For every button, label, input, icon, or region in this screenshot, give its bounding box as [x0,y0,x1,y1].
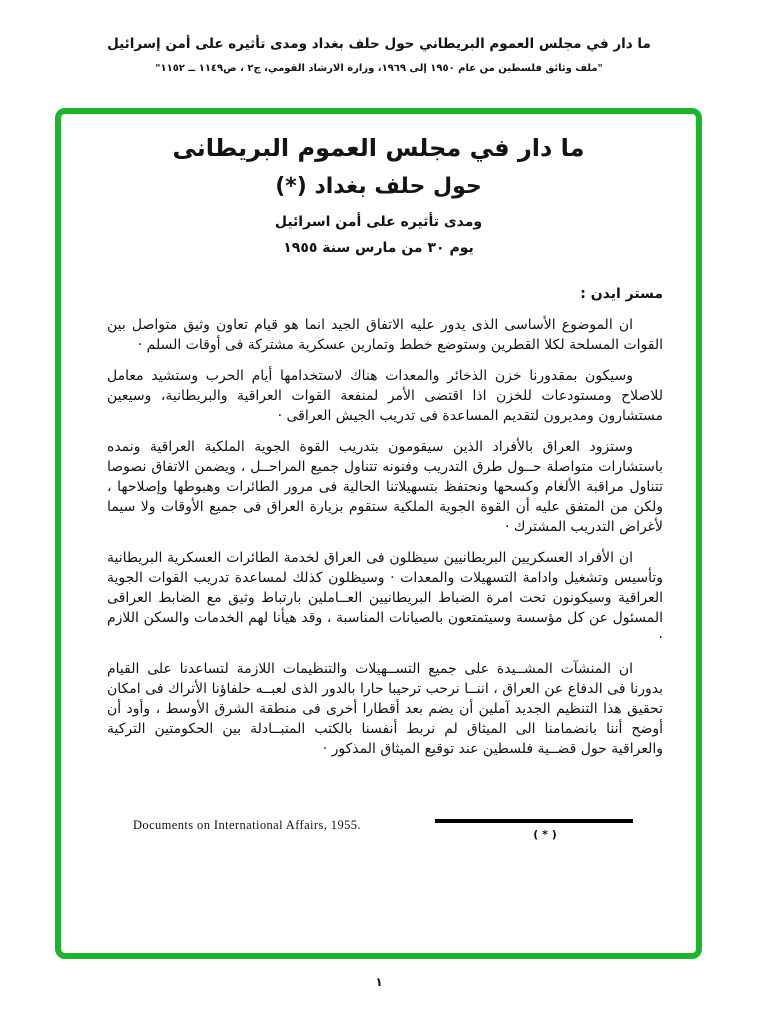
body-paragraph-3: وستزود العراق بالأفراد الذين سيقومون بتدريب القوة الجوية الملكية العراقية ونمده باستشارات متواصلة حــول طرق التدريب وفنونه تتناول جميع المراحــل ، ويضمن الاتفاق نصوصا تتناول مراقبة الألغام وكسحها ونحتفظ بتسهيلاتنا الحالية فى مرور الطائرات وهبوطها وإصلاحها ، ولكن من المتفق عليه أن القوة الجوية الملكية ستقوم بزيارة العراق فى جميع الأوقات ولا سيما لأغراض التدريب المشترك · [107,439,663,535]
document-title-line2: حول حلف بغداد (*) [275,174,482,199]
body-paragraph-4: ان الأفراد العسكريين البريطانيين سيظلون فى العراق لخدمة الطائرات العسكرية البريطانية وتأسيس وتشغيل وادامة التسهيلات والمعدات · وسيظلون كذلك لمساعدة تدريب القوات الجوية العراقية وسيكونون تحت امرة الضباط البريطانيين العــاملين بارتباط وثيق مع الضابط العراقى المسئول عن كل مؤسسة وسيتمتعون بالصيانات المناسبة ، وقد هيأنا لهم الخدمات والسكن اللازم · [107,550,663,646]
document-date-line: يوم ٣٠ من مارس سنة ١٩٥٥ [283,240,474,256]
page-header-title: ما دار في مجلس العموم البريطاني حول حلف بغداد ومدى تأثيره على أمن إسرائيل [107,36,651,52]
speaker-name: مستر ايدن : [580,286,663,302]
body-paragraph-1: ان الموضوع الأساسى الذى يدور عليه الاتفاق الجيد انما هو قيام تعاون وثيق متواصل بين القوات المسلحة لكلا القطرين وستوضع خطط وتمارين عسكرية مشتركة فى أوقات السلم · [107,317,663,353]
footnote-divider-line [435,819,633,823]
body-paragraph-5: ان المنشآت المشــيدة على جميع التســهيلات والتنظيمات اللازمة لتساعدنا على القيام بدورنا فى الدفاع عن العراق ، اننــا نرحب ترحيبا حارا بالدور الذى لعبــه حلفاؤنا الأتراك فى امكان تحقيق هذا التنظيم الجديد آملين أن يضم بعد أقطارا أخرى فى منطقة الشرق الأوسط ، وأود أن أوضح أننا بانضمامنا الى الميثاق لم نربط أنفسنا بالكتب المتبــادلة بين الحكومتين التركية والعراقية حول قضــية فلسطين عند توقيع الميثاق المذكور · [107,661,663,757]
document-title-line1: ما دار في مجلس العموم البريطانى [172,134,585,162]
document-body [107,284,663,770]
page-header-source-line: "ملف وثائق فلسطين من عام ١٩٥٠ إلى ١٩٦٩، وزارة الارشاد القومي، ج٢ ، ص١١٤٩ ــ ١١٥٢" [155,63,603,74]
body-paragraph-2: وسيكون بمقدورنا خزن الذخائر والمعدات هناك لاستخدامها أيام الحرب وستشيد معامل للاصلاح ومستودعات للخزن اذا اقتضى الأمر لمنفعة القوات العراقية والبريطانية، وسيعين مستشارون ومديرون لتقديم المساعدة فى تدريب الجيش العراقى · [107,368,663,424]
page-number: ١ [375,975,383,989]
source-citation: Documents on International Affairs, 1955. [133,818,361,832]
footnote-marker: ( * ) [533,828,557,841]
document-subtitle: ومدى تأثيره على أمن اسرائيل [274,214,483,230]
document-highlight-frame [55,108,702,959]
